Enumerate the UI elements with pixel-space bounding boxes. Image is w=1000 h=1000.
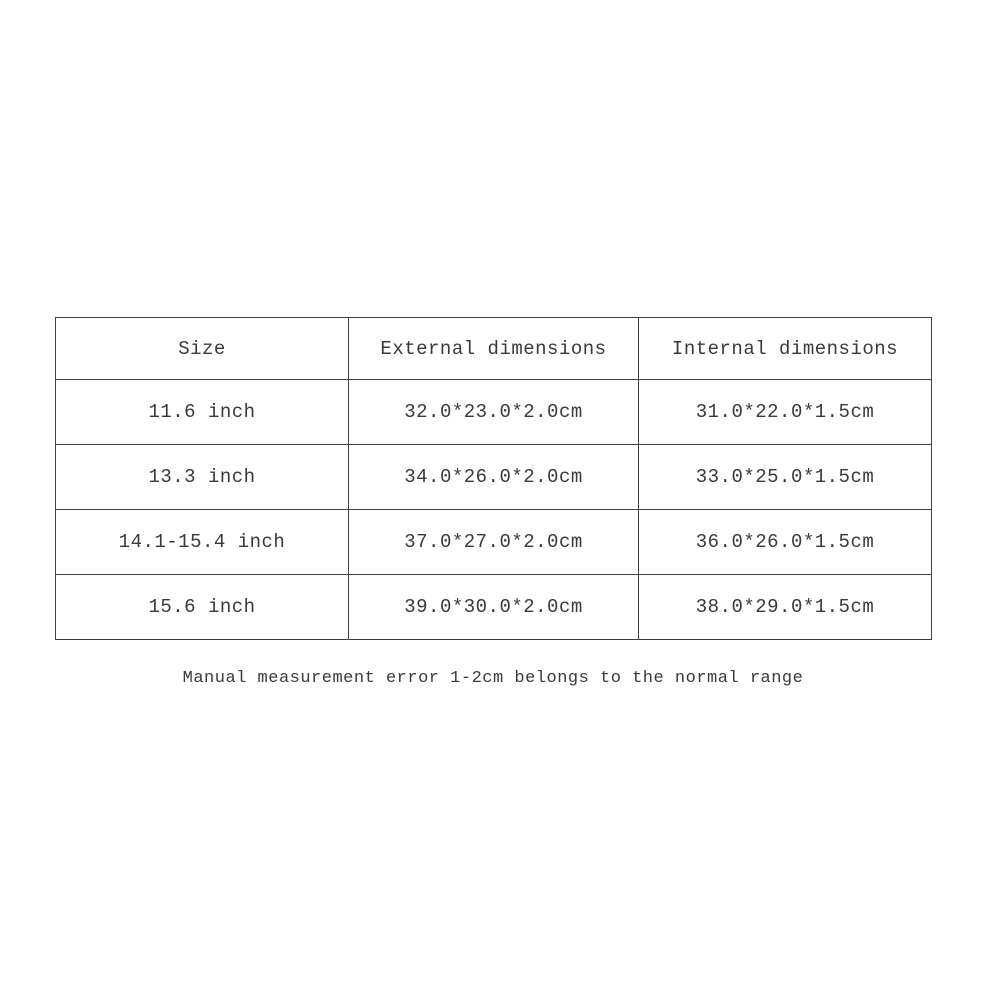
internal-dimensions-cell: 38.0*29.0*1.5cm <box>639 575 932 640</box>
internal-dimensions-cell: 36.0*26.0*1.5cm <box>639 510 932 575</box>
size-dimensions-table <box>55 317 932 640</box>
size-cell: 13.3 inch <box>56 445 349 510</box>
table-row <box>56 575 932 640</box>
size-cell: 11.6 inch <box>56 380 349 445</box>
column-header-internal-dimensions: Internal dimensions <box>639 318 932 380</box>
table-row <box>56 510 932 575</box>
external-dimensions-cell: 39.0*30.0*2.0cm <box>349 575 639 640</box>
internal-dimensions-cell: 33.0*25.0*1.5cm <box>639 445 932 510</box>
table-row <box>56 445 932 510</box>
size-cell: 15.6 inch <box>56 575 349 640</box>
table-header-row <box>56 318 932 380</box>
measurement-error-footnote: Manual measurement error 1-2cm belongs to the normal range <box>182 669 804 688</box>
table-row <box>56 380 932 445</box>
external-dimensions-cell: 37.0*27.0*2.0cm <box>349 510 639 575</box>
size-cell: 14.1-15.4 inch <box>56 510 349 575</box>
column-header-external-dimensions: External dimensions <box>349 318 639 380</box>
column-header-size: Size <box>56 318 349 380</box>
internal-dimensions-cell: 31.0*22.0*1.5cm <box>639 380 932 445</box>
external-dimensions-cell: 32.0*23.0*2.0cm <box>349 380 639 445</box>
external-dimensions-cell: 34.0*26.0*2.0cm <box>349 445 639 510</box>
